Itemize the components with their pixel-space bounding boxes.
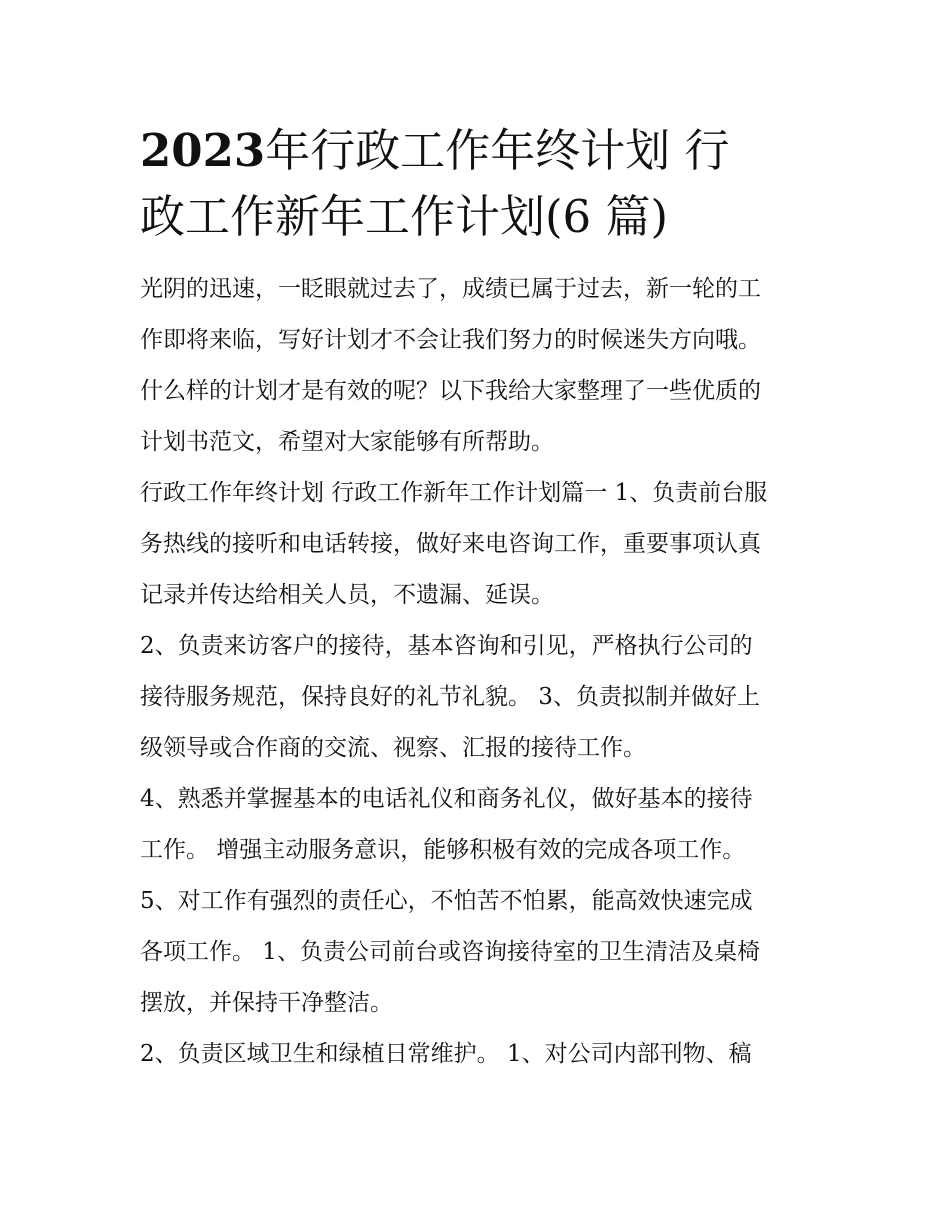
text-line: 各项工作。 1、负责公司前台或咨询接待室的卫生清洁及桌椅	[140, 939, 760, 965]
text-line: 摆放，并保持干净整洁。	[140, 990, 393, 1016]
document-content	[140, 118, 830, 1080]
paragraph-4	[140, 876, 830, 1029]
text-line: 记录并传达给相关人员，不遗漏、延误。	[140, 582, 554, 608]
document-title	[140, 118, 830, 250]
text-line: 4、熟悉并掌握基本的电话礼仪和商务礼仪，做好基本的接待	[140, 786, 753, 812]
paragraph-5	[140, 1029, 830, 1080]
text-line: 作即将来临，写好计划才不会让我们努力的时候迷失方向哦。	[140, 327, 761, 353]
text-line: 2、负责来访客户的接待，基本咨询和引见，严格执行公司的	[140, 633, 753, 659]
title-text-2: 政工作新年工作计划(6 篇)	[140, 190, 669, 243]
text-line: 2、负责区域卫生和绿植日常维护。 1、对公司内部刊物、稿	[140, 1041, 752, 1067]
text-line: 接待服务规范，保持良好的礼节礼貌。 3、负责拟制并做好上	[140, 684, 760, 710]
text-line: 行政工作年终计划 行政工作新年工作计划篇一 1、负责前台服	[140, 480, 768, 506]
paragraph-2	[140, 621, 830, 774]
text-line: 光阴的迅速，一眨眼就过去了，成绩已属于过去，新一轮的工	[140, 276, 761, 302]
title-line-1	[140, 118, 830, 184]
paragraph-1	[140, 468, 830, 621]
title-text-1: 年行政工作年终计划 行	[265, 124, 730, 177]
paragraph-intro	[140, 264, 830, 468]
text-line: 计划书范文，希望对大家能够有所帮助。	[140, 429, 554, 455]
text-line: 工作。 增强主动服务意识，能够积极有效的完成各项工作。	[140, 837, 746, 863]
text-line: 级领导或合作商的交流、视察、汇报的接待工作。	[140, 735, 646, 761]
paragraph-3	[140, 774, 830, 876]
text-line: 什么样的计划才是有效的呢？以下我给大家整理了一些优质的	[140, 378, 761, 404]
text-line: 务热线的接听和电话转接，做好来电咨询工作，重要事项认真	[140, 531, 761, 557]
text-line: 5、对工作有强烈的责任心，不怕苦不怕累，能高效快速完成	[140, 888, 753, 914]
title-year: 2023	[140, 124, 266, 177]
title-line-2	[140, 184, 830, 250]
